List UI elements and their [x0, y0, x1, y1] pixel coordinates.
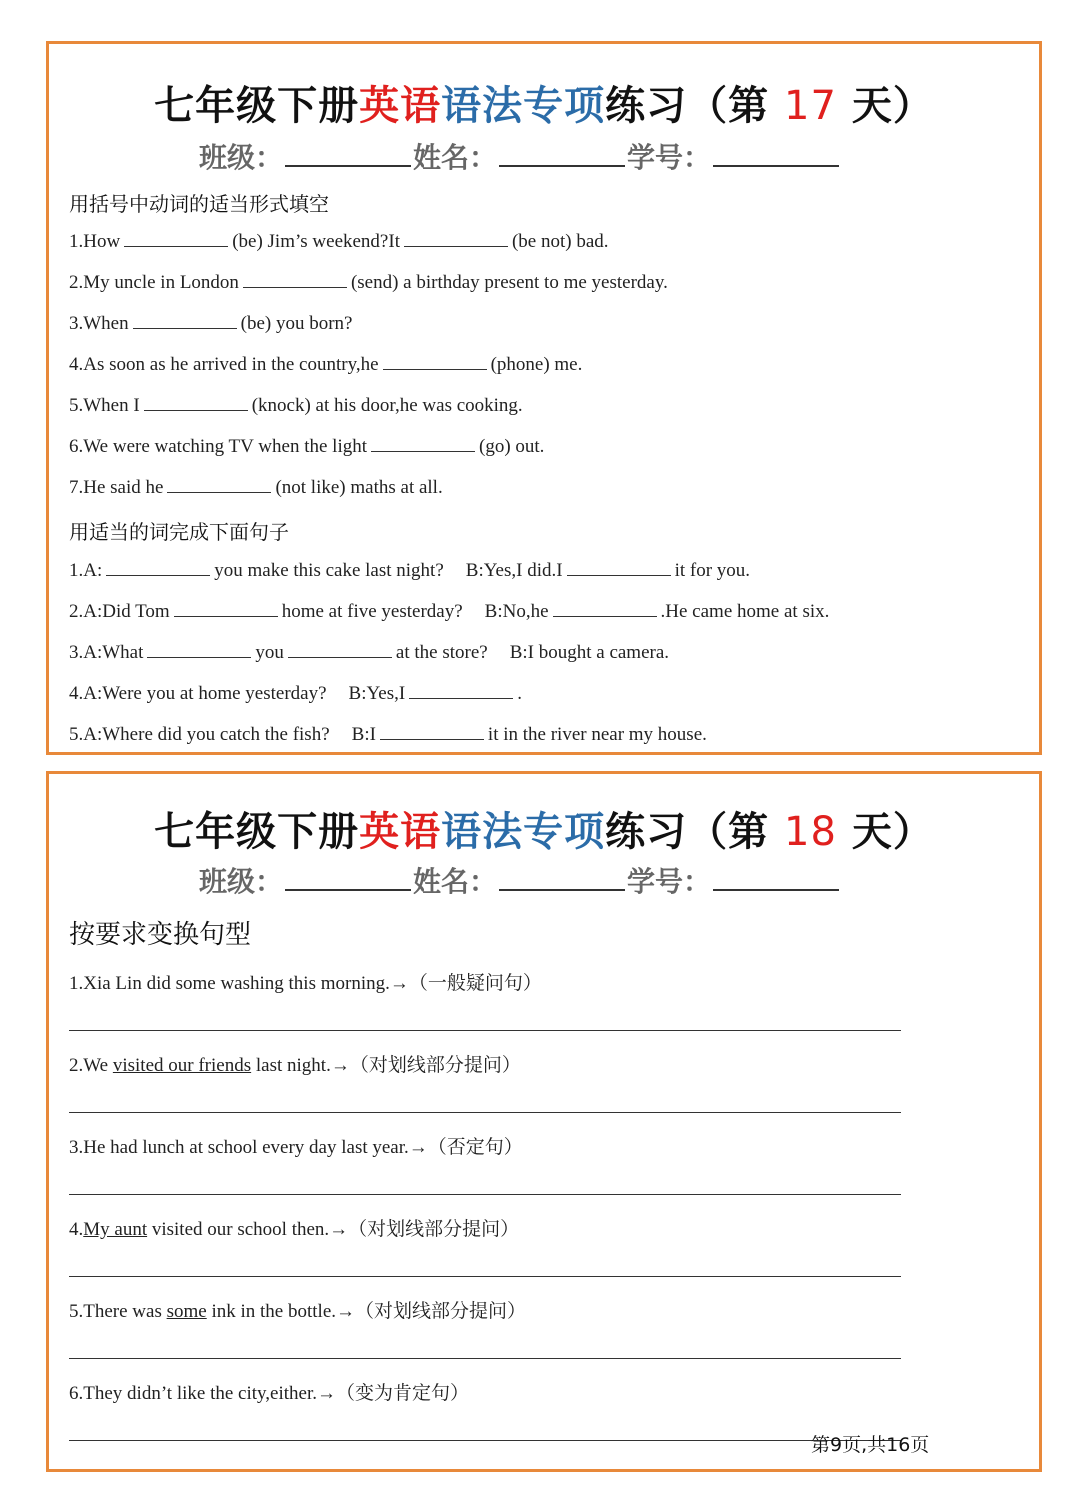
- question-text: (be not) bad.: [511, 231, 609, 252]
- answer-blank[interactable]: [404, 230, 508, 247]
- answer-blank[interactable]: [174, 600, 278, 617]
- question-text: 3.He had lunch at school every day last year.→（否定句）: [69, 1137, 523, 1158]
- question-text: .He came home at six.: [660, 601, 830, 622]
- question-item: [69, 559, 750, 582]
- name-label: 姓名：: [413, 865, 498, 898]
- question-text: last night.→: [251, 1055, 350, 1076]
- class-label: 班级：: [199, 141, 284, 174]
- answer-blank[interactable]: [243, 271, 347, 288]
- page-title: [49, 800, 1039, 857]
- page-title: [49, 74, 1039, 131]
- page-number: 第9页,共16页: [811, 1434, 930, 1456]
- number-blank[interactable]: [713, 865, 839, 891]
- question-text: ink in the bottle.→: [206, 1301, 356, 1322]
- answer-blank[interactable]: [124, 230, 228, 247]
- student-info-line: [199, 860, 841, 900]
- question-text: 1.Xia Lin did some washing this morning.→（一般疑问句）: [69, 973, 542, 994]
- number-label: 学号：: [627, 141, 712, 174]
- title-grammar: 语法专项: [441, 809, 606, 855]
- question-text: 2.My uncle in London: [69, 272, 239, 293]
- question-instruction: （对划线部分提问）: [348, 1219, 520, 1240]
- name-blank[interactable]: [499, 141, 625, 167]
- class-blank[interactable]: [285, 865, 411, 891]
- question-text: 5.There was: [69, 1301, 167, 1322]
- question-text: (not like) maths at all.: [275, 477, 443, 498]
- question-item: [69, 723, 707, 746]
- question-text: 5.When I: [69, 395, 140, 416]
- question-text: (phone) me.: [490, 354, 583, 375]
- answer-line[interactable]: [69, 1194, 901, 1195]
- name-blank[interactable]: [499, 865, 625, 891]
- answer-blank[interactable]: [371, 435, 475, 452]
- underlined-part: some: [166, 1301, 207, 1322]
- section-heading: 用括号中动词的适当形式填空: [69, 192, 329, 216]
- question-item: [69, 230, 609, 253]
- question-text: B:I: [351, 724, 376, 745]
- question-text: 7.He said he: [69, 477, 164, 498]
- question-text: 4.A:Were you at home yesterday?: [69, 683, 327, 704]
- question-text: .: [517, 683, 522, 704]
- class-label: 班级：: [199, 865, 284, 898]
- answer-line[interactable]: [69, 1358, 901, 1359]
- question-text: 3.When: [69, 313, 129, 334]
- answer-blank[interactable]: [288, 641, 392, 658]
- title-day-number: 18: [784, 809, 837, 855]
- question-text: 5.A:Where did you catch the fish?: [69, 724, 330, 745]
- question-item: [69, 394, 523, 417]
- answer-blank[interactable]: [167, 476, 271, 493]
- title-prefix: 七年级下册: [154, 809, 360, 855]
- answer-blank[interactable]: [106, 559, 210, 576]
- answer-blank[interactable]: [383, 353, 487, 370]
- question-text: B:Yes,I did.I: [465, 560, 563, 581]
- answer-line[interactable]: [69, 1030, 901, 1031]
- question-item: [69, 968, 542, 995]
- answer-blank[interactable]: [380, 723, 484, 740]
- underlined-part: My aunt: [83, 1219, 148, 1240]
- question-text: (knock) at his door,he was cooking.: [251, 395, 523, 416]
- answer-blank[interactable]: [409, 682, 513, 699]
- student-info-line: [199, 136, 841, 176]
- question-text: 2.We: [69, 1055, 113, 1076]
- title-practice: 练习（第: [605, 809, 785, 855]
- worksheet-day-18: [46, 771, 1042, 1472]
- question-text: you make this cake last night?: [214, 560, 444, 581]
- title-english: 英语: [359, 809, 442, 855]
- question-item: [69, 641, 669, 664]
- question-text: (go) out.: [479, 436, 545, 457]
- answer-line[interactable]: [69, 1440, 901, 1441]
- question-text: (be) you born?: [240, 313, 353, 334]
- question-item: [69, 271, 668, 294]
- question-text: 1.How: [69, 231, 121, 252]
- question-item: [69, 312, 352, 335]
- question-item: [69, 1296, 526, 1323]
- question-text: 1.A:: [69, 560, 103, 581]
- section-heading: 按要求变换句型: [69, 920, 252, 950]
- answer-line[interactable]: [69, 1112, 901, 1113]
- question-text: at the store?: [395, 642, 488, 663]
- answer-blank[interactable]: [553, 600, 657, 617]
- question-text: it for you.: [674, 560, 751, 581]
- class-blank[interactable]: [285, 141, 411, 167]
- question-text: B:No,he: [484, 601, 549, 622]
- answer-blank[interactable]: [133, 312, 237, 329]
- number-label: 学号：: [627, 865, 712, 898]
- question-instruction: （对划线部分提问）: [355, 1301, 527, 1322]
- answer-blank[interactable]: [147, 641, 251, 658]
- title-prefix: 七年级下册: [154, 83, 360, 129]
- title-suffix: 天）: [836, 809, 934, 855]
- question-text: you: [255, 642, 284, 663]
- worksheet-day-17: [46, 41, 1042, 755]
- question-text: B:I bought a camera.: [509, 642, 670, 663]
- question-text: (send) a birthday present to me yesterday.: [350, 272, 668, 293]
- question-item: [69, 1214, 519, 1241]
- question-text: 6.They didn’t like the city,either.→（变为肯定句）: [69, 1383, 469, 1404]
- section-heading: 用适当的词完成下面句子: [69, 520, 289, 544]
- question-text: it in the river near my house.: [487, 724, 707, 745]
- question-text: 4.As soon as he arrived in the country,he: [69, 354, 379, 375]
- question-item: [69, 476, 443, 499]
- question-text: (be) Jim’s weekend?It: [232, 231, 400, 252]
- answer-blank[interactable]: [567, 559, 671, 576]
- question-item: [69, 435, 544, 458]
- answer-blank[interactable]: [144, 394, 248, 411]
- answer-line[interactable]: [69, 1276, 901, 1277]
- question-text: visited our school then.→: [147, 1219, 349, 1240]
- question-text: B:Yes,I: [348, 683, 406, 704]
- question-item: [69, 682, 522, 705]
- question-item: [69, 1132, 523, 1159]
- question-item: [69, 1050, 521, 1077]
- question-text: 6.We were watching TV when the light: [69, 436, 367, 457]
- number-blank[interactable]: [713, 141, 839, 167]
- title-day-number: 17: [784, 83, 837, 129]
- question-item: [69, 353, 582, 376]
- question-item: [69, 600, 829, 623]
- question-instruction: （对划线部分提问）: [349, 1055, 521, 1076]
- question-text: 2.A:Did Tom: [69, 601, 170, 622]
- question-text: 3.A:What: [69, 642, 144, 663]
- name-label: 姓名：: [413, 141, 498, 174]
- question-text: 4.: [69, 1219, 84, 1240]
- title-grammar: 语法专项: [441, 83, 606, 129]
- title-suffix: 天）: [836, 83, 934, 129]
- question-item: [69, 1378, 469, 1405]
- question-text: home at five yesterday?: [281, 601, 463, 622]
- underlined-part: visited our friends: [112, 1055, 252, 1076]
- title-practice: 练习（第: [605, 83, 785, 129]
- title-english: 英语: [359, 83, 442, 129]
